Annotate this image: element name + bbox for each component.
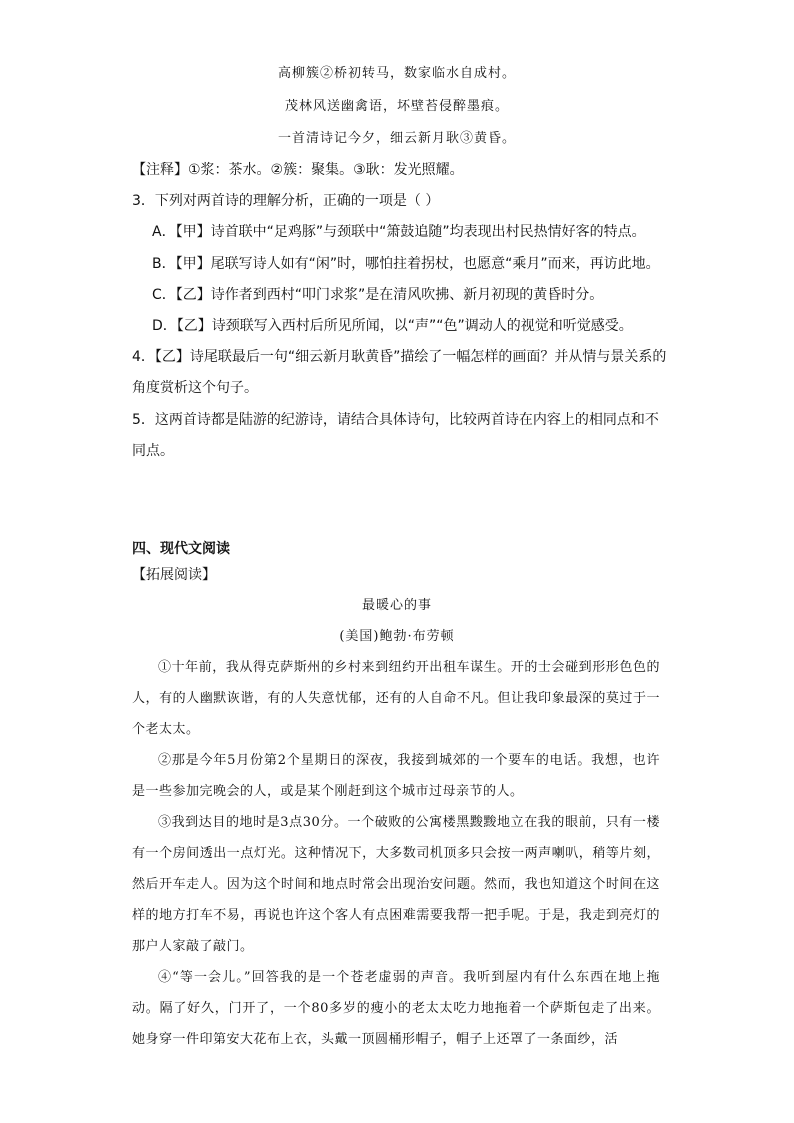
article-paragraph-2: ②那是今年5月份第2个星期日的深夜，我接到城郊的一个要车的电话。我想，也许是一些参加完晚会的人，或是某个刚赶到这个城市过母亲节的人。 xyxy=(132,753,660,799)
poem-line-3: 一首清诗记今夕，细云新月耿③黄昏。 xyxy=(277,131,516,146)
article-paragraph-1: ①十年前，我从得克萨斯州的乡村来到纽约开出租车谋生。开的士会碰到形形色色的人，有的人幽默诙谐，有的人失意忧郁，还有的人自命不凡。但让我印象最深的莫过于一个老太太。 xyxy=(132,660,660,737)
annotation-note: 【注释】①浆：茶水。②簇：聚集。③耿：发光照耀。 xyxy=(132,162,464,178)
question-3-stem: 3．下列对两首诗的理解分析，正确的一项是（ ） xyxy=(132,193,440,209)
section-heading: 四、现代文阅读 xyxy=(132,541,230,557)
article-paragraph-3: ③我到达目的地时是3点30分。一个破败的公寓楼黑黢黢地立在我的眼前，只有一楼有一个房间透出一点灯光。这种情况下，大多数司机顶多只会按一两声喇叭，稍等片刻，然后开车走人。因为这个时间和地点时常会出现治安问题。然而，我也知道这个时间在这样的地方打车不易，再说也许这个客人有点困难需要我帮一把手呢。于是，我走到亮灯的那户人家敲了敲门。 xyxy=(132,815,660,954)
article-title: 最暖心的事 xyxy=(361,598,432,613)
question-4-line-1: 4．【乙】诗尾联最后一句“细云新月耿黄昏”描绘了一幅怎样的画面？并从情与景关系的 xyxy=(132,349,667,365)
poem-line-2: 茂林风送幽禽语，坏壁苔侵醉墨痕。 xyxy=(284,99,509,114)
article-author: (美国)鲍勃·布劳顿 xyxy=(339,629,455,644)
question-4-line-2: 角度赏析这个句子。 xyxy=(132,380,258,396)
poem-line-1: 高柳簇②桥初转马，数家临水自成村。 xyxy=(277,66,516,81)
question-5-line-2: 同点。 xyxy=(132,443,174,459)
article-paragraph-4: ④“等一会儿。”回答我的是一个苍老虚弱的声音。我听到屋内有什么东西在地上拖动。隔了好久，门开了，一个80多岁的瘦小的老太太吃力地拖着一个萨斯包走了出来。她身穿一件印第安大花布上衣，头戴一顶圆桶形帽子，帽子上还罩了一条面纱，活 xyxy=(132,970,660,1047)
question-5-line-1: 5．这两首诗都是陆游的纪游诗，请结合具体诗句，比较两首诗在内容上的相同点和不 xyxy=(132,412,659,428)
question-3-option-c: C．【乙】诗作者到西村“叩门求浆”是在清风吹拂、新月初现的黄昏时分。 xyxy=(152,287,604,303)
article-body xyxy=(132,652,660,1055)
question-3-option-a: A．【甲】诗首联中“足鸡豚”与颈联中“箫鼓追随”均表现出村民热情好客的特点。 xyxy=(152,224,646,240)
question-3-option-b: B．【甲】尾联写诗人如有“闲”时，哪怕拄着拐杖，也愿意“乘月”而来，再访此地。 xyxy=(152,256,660,272)
question-3-option-d: D．【乙】诗颈联写入西村后所见所闻，以“声”“色”调动人的视觉和听觉感受。 xyxy=(152,318,633,334)
section-subheading: 【拓展阅读】 xyxy=(132,567,216,583)
